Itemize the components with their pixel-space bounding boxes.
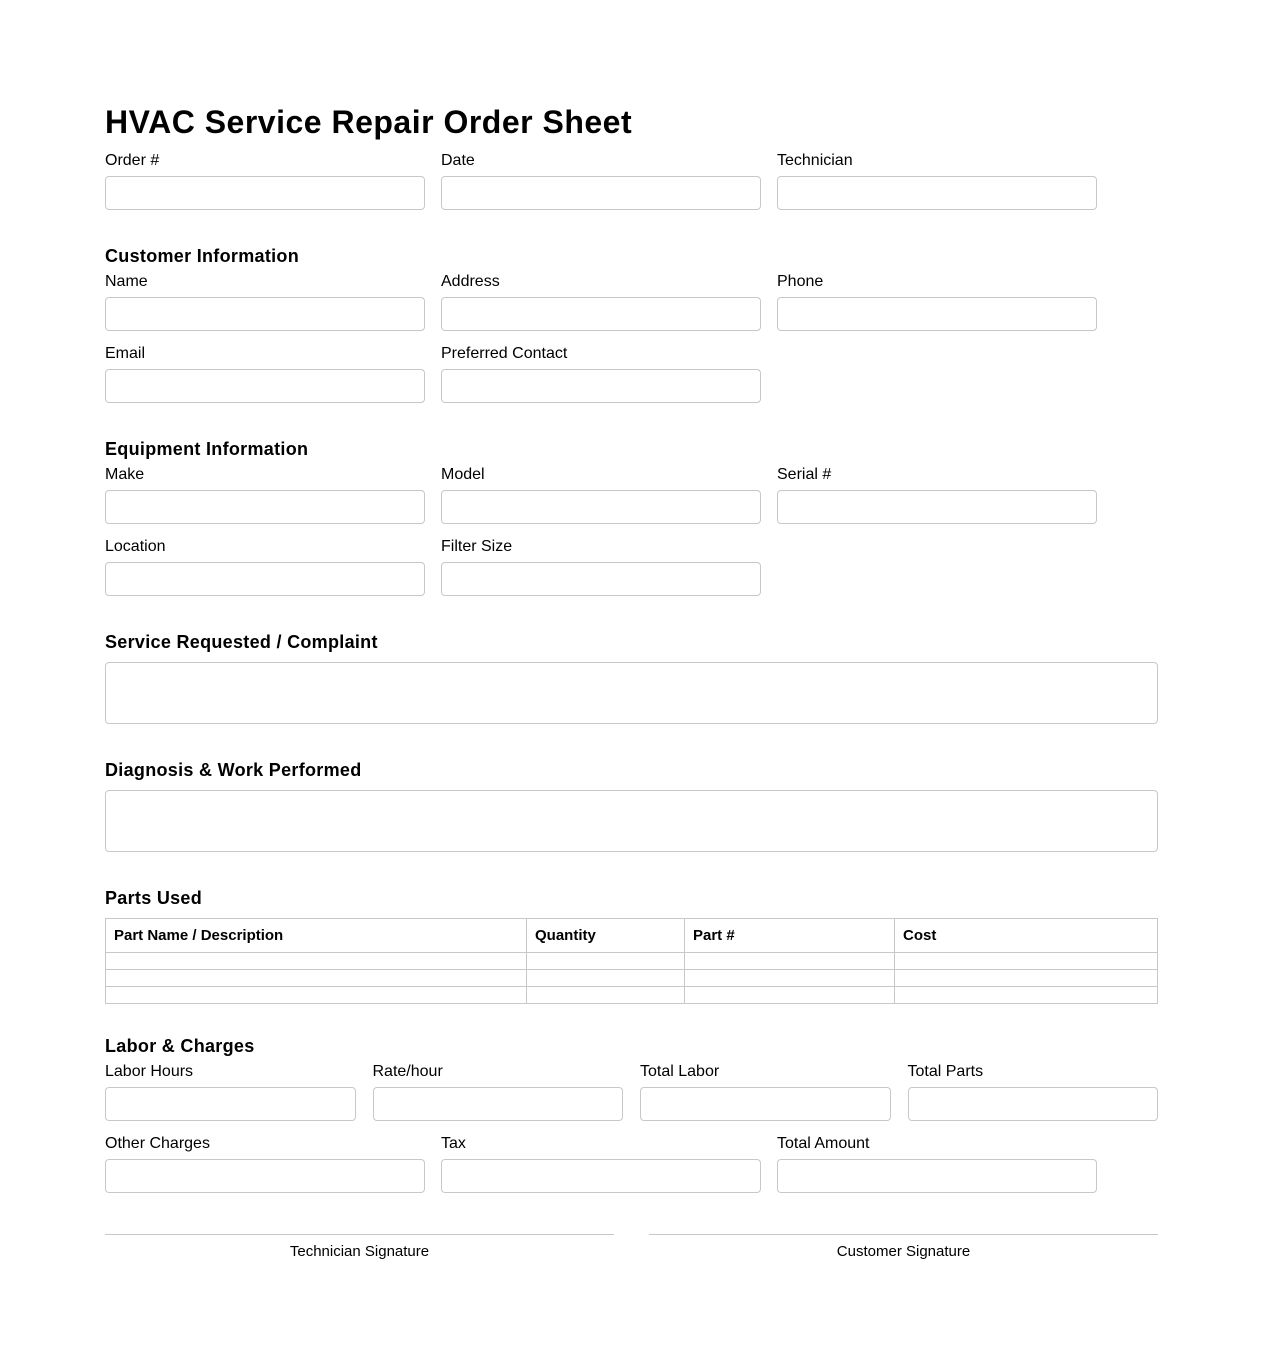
total-labor-input[interactable]	[640, 1087, 891, 1121]
labor-hours-label: Labor Hours	[105, 1063, 194, 1080]
customer-signature	[649, 1234, 1158, 1260]
total-amount-label: Total Amount	[777, 1135, 870, 1152]
model-input[interactable]	[441, 490, 761, 524]
total-labor-field	[640, 1063, 891, 1121]
service-section-heading: Service Requested / Complaint	[105, 632, 378, 652]
location-input[interactable]	[105, 562, 425, 596]
quantity-cell[interactable]	[527, 970, 685, 987]
cost-cell[interactable]	[895, 970, 1158, 987]
technician-signature-line[interactable]	[105, 1234, 614, 1235]
preferred-contact-field	[441, 345, 761, 403]
customer-section-heading: Customer Information	[105, 246, 300, 266]
customer-signature-line[interactable]	[649, 1234, 1158, 1235]
date-label: Date	[441, 152, 475, 169]
part-number-cell[interactable]	[685, 987, 895, 1004]
tax-field	[441, 1135, 761, 1193]
parts-section-heading: Parts Used	[105, 888, 203, 908]
total-parts-field	[908, 1063, 1159, 1121]
page-title: HVAC Service Repair Order Sheet	[105, 104, 633, 140]
diagnosis-section-heading: Diagnosis & Work Performed	[105, 760, 362, 780]
serial-field	[777, 466, 1097, 524]
location-field	[105, 538, 425, 596]
date-input[interactable]	[441, 176, 761, 210]
total-amount-field	[777, 1135, 1097, 1193]
technician-signature	[105, 1234, 614, 1260]
total-parts-label: Total Parts	[907, 1063, 984, 1080]
service-requested-textarea[interactable]	[105, 662, 1158, 724]
customer-row-2	[105, 345, 1158, 403]
part-name-cell[interactable]	[106, 953, 527, 970]
phone-label: Phone	[777, 273, 824, 290]
email-input[interactable]	[105, 369, 425, 403]
technician-input[interactable]	[777, 176, 1097, 210]
date-field	[441, 152, 761, 210]
total-parts-input[interactable]	[908, 1087, 1159, 1121]
model-label: Model	[441, 466, 485, 483]
order-number-field	[105, 152, 425, 210]
tax-input[interactable]	[441, 1159, 761, 1193]
other-charges-field	[105, 1135, 425, 1193]
signature-area	[105, 1234, 1158, 1260]
labor-hours-input[interactable]	[105, 1087, 356, 1121]
part-number-cell[interactable]	[685, 953, 895, 970]
technician-field	[777, 152, 1097, 210]
part-name-cell[interactable]	[106, 987, 527, 1004]
technician-signature-label: Technician Signature	[289, 1243, 430, 1260]
column-header-cost: Cost	[895, 919, 1158, 953]
make-input[interactable]	[105, 490, 425, 524]
serial-input[interactable]	[777, 490, 1097, 524]
diagnosis-textarea[interactable]	[105, 790, 1158, 852]
email-field	[105, 345, 425, 403]
column-header-part-name: Part Name / Description	[106, 919, 527, 953]
labor-row-2	[105, 1135, 1158, 1193]
cost-cell[interactable]	[895, 987, 1158, 1004]
address-input[interactable]	[441, 297, 761, 331]
phone-input[interactable]	[777, 297, 1097, 331]
filter-size-input[interactable]	[441, 562, 761, 596]
equipment-row-2	[105, 538, 1158, 596]
other-charges-input[interactable]	[105, 1159, 425, 1193]
make-label: Make	[105, 466, 145, 483]
labor-hours-field	[105, 1063, 356, 1121]
preferred-contact-input[interactable]	[441, 369, 761, 403]
rate-per-hour-label: Rate/hour	[372, 1063, 443, 1080]
order-number-label: Order #	[105, 152, 160, 169]
tax-label: Tax	[441, 1135, 466, 1152]
email-label: Email	[105, 345, 146, 362]
column-header-part-number: Part #	[685, 919, 895, 953]
column-header-quantity: Quantity	[527, 919, 685, 953]
name-label: Name	[105, 273, 148, 290]
equipment-row-1	[105, 466, 1158, 524]
rate-per-hour-input[interactable]	[373, 1087, 624, 1121]
customer-row-1	[105, 273, 1158, 331]
name-input[interactable]	[105, 297, 425, 331]
quantity-cell[interactable]	[527, 987, 685, 1004]
make-field	[105, 466, 425, 524]
repair-order-form	[105, 100, 1158, 1260]
technician-label: Technician	[777, 152, 853, 169]
preferred-contact-label: Preferred Contact	[441, 345, 568, 362]
address-label: Address	[441, 273, 500, 290]
serial-label: Serial #	[777, 466, 832, 483]
name-field	[105, 273, 425, 331]
parts-table	[105, 918, 1158, 1004]
model-field	[441, 466, 761, 524]
order-number-input[interactable]	[105, 176, 425, 210]
quantity-cell[interactable]	[527, 953, 685, 970]
parts-header-row	[106, 919, 1158, 953]
filter-size-label: Filter Size	[441, 538, 513, 555]
table-row	[106, 970, 1158, 987]
address-field	[441, 273, 761, 331]
order-header-row	[105, 152, 1158, 210]
part-name-cell[interactable]	[106, 970, 527, 987]
total-amount-input[interactable]	[777, 1159, 1097, 1193]
cost-cell[interactable]	[895, 953, 1158, 970]
filter-size-field	[441, 538, 761, 596]
location-label: Location	[105, 538, 166, 555]
labor-row-1	[105, 1063, 1158, 1121]
labor-section-heading: Labor & Charges	[105, 1036, 255, 1056]
equipment-section-heading: Equipment Information	[105, 439, 309, 459]
phone-field	[777, 273, 1097, 331]
table-row	[106, 987, 1158, 1004]
total-labor-label: Total Labor	[640, 1063, 720, 1080]
part-number-cell[interactable]	[685, 970, 895, 987]
table-row	[106, 953, 1158, 970]
other-charges-label: Other Charges	[105, 1135, 210, 1152]
rate-per-hour-field	[373, 1063, 624, 1121]
customer-signature-label: Customer Signature	[836, 1243, 971, 1260]
